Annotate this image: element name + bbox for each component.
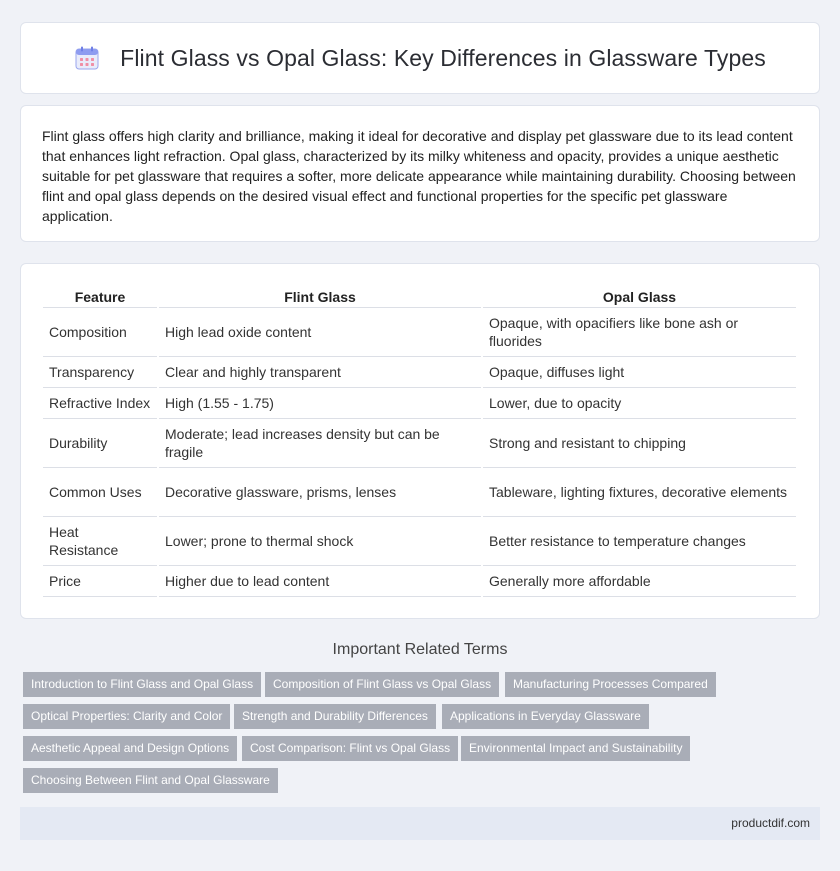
related-term-tag[interactable]: Introduction to Flint Glass and Opal Glass [23,672,261,697]
related-term-tag[interactable]: Choosing Between Flint and Opal Glassware [23,768,278,793]
table-cell-flint: Clear and highly transparent [159,357,481,388]
table-cell-feature: Durability [43,419,157,468]
table-cell-opal: Lower, due to opacity [483,388,796,419]
table-row [43,517,796,566]
table-cell-opal: Strong and resistant to chipping [483,419,796,468]
related-term-tag[interactable]: Cost Comparison: Flint vs Opal Glass [242,736,458,761]
table-row [43,357,796,388]
comparison-table [41,282,798,597]
related-terms-heading: Important Related Terms [332,641,508,658]
table-cell-opal: Opaque, diffuses light [483,357,796,388]
table-row [43,468,796,517]
related-term-tag[interactable]: Manufacturing Processes Compared [505,672,716,697]
page-title: Flint Glass vs Opal Glass: Key Differences in Glassware Types [120,44,766,71]
related-term-tag[interactable]: Strength and Durability Differences [234,704,436,729]
table-row [43,566,796,597]
table-cell-opal: Better resistance to temperature changes [483,517,796,566]
table-cell-feature: Transparency [43,357,157,388]
table-cell-flint: Higher due to lead content [159,566,481,597]
table-cell-feature: Refractive Index [43,388,157,419]
related-term-tag[interactable]: Optical Properties: Clarity and Color [23,704,230,729]
header-card [20,22,820,94]
title-wrap [74,45,766,72]
table-cell-feature: Heat Resistance [43,517,157,566]
table-cell-opal: Generally more affordable [483,566,796,597]
table-header-row [43,282,796,308]
table-row [43,419,796,468]
related-term-tag[interactable]: Applications in Everyday Glassware [442,704,649,729]
column-header-opal-glass: Opal Glass [483,282,796,308]
table-cell-flint: Decorative glassware, prisms, lenses [159,468,481,517]
table-cell-flint: Lower; prone to thermal shock [159,517,481,566]
table-cell-feature: Common Uses [43,468,157,517]
calendar-icon [74,45,100,71]
intro-card [20,105,820,242]
table-cell-flint: High lead oxide content [159,308,481,357]
related-term-tag[interactable]: Environmental Impact and Sustainability [461,736,690,761]
table-row [43,308,796,357]
footer-site-link[interactable]: productdif.com [731,816,810,830]
column-header-feature: Feature [43,282,157,308]
table-cell-opal: Tableware, lighting fixtures, decorative elements [483,468,796,517]
table-cell-opal: Opaque, with opacifiers like bone ash or fluorides [483,308,796,357]
table-row [43,388,796,419]
column-header-flint-glass: Flint Glass [159,282,481,308]
related-term-tag[interactable]: Aesthetic Appeal and Design Options [23,736,237,761]
footer [20,807,820,840]
related-term-tag[interactable]: Composition of Flint Glass vs Opal Glass [265,672,499,697]
table-cell-flint: Moderate; lead increases density but can be fragile [159,419,481,468]
table-cell-feature: Composition [43,308,157,357]
table-cell-feature: Price [43,566,157,597]
intro-paragraph: Flint glass offers high clarity and brilliance, making it ideal for decorative and display pet glassware due to its lead content that enhances light refraction. Opal glass, characterized by its milky whiteness and opacity, provides a unique aesthetic suitable for pet glassware that requires a softer, more delicate appearance while maintaining durability. Choosing between flint and opal glass depends on the desired visual effect and functional properties for the specific pet glassware application. [42,128,796,224]
table-cell-flint: High (1.55 - 1.75) [159,388,481,419]
comparison-table-card [20,263,820,619]
